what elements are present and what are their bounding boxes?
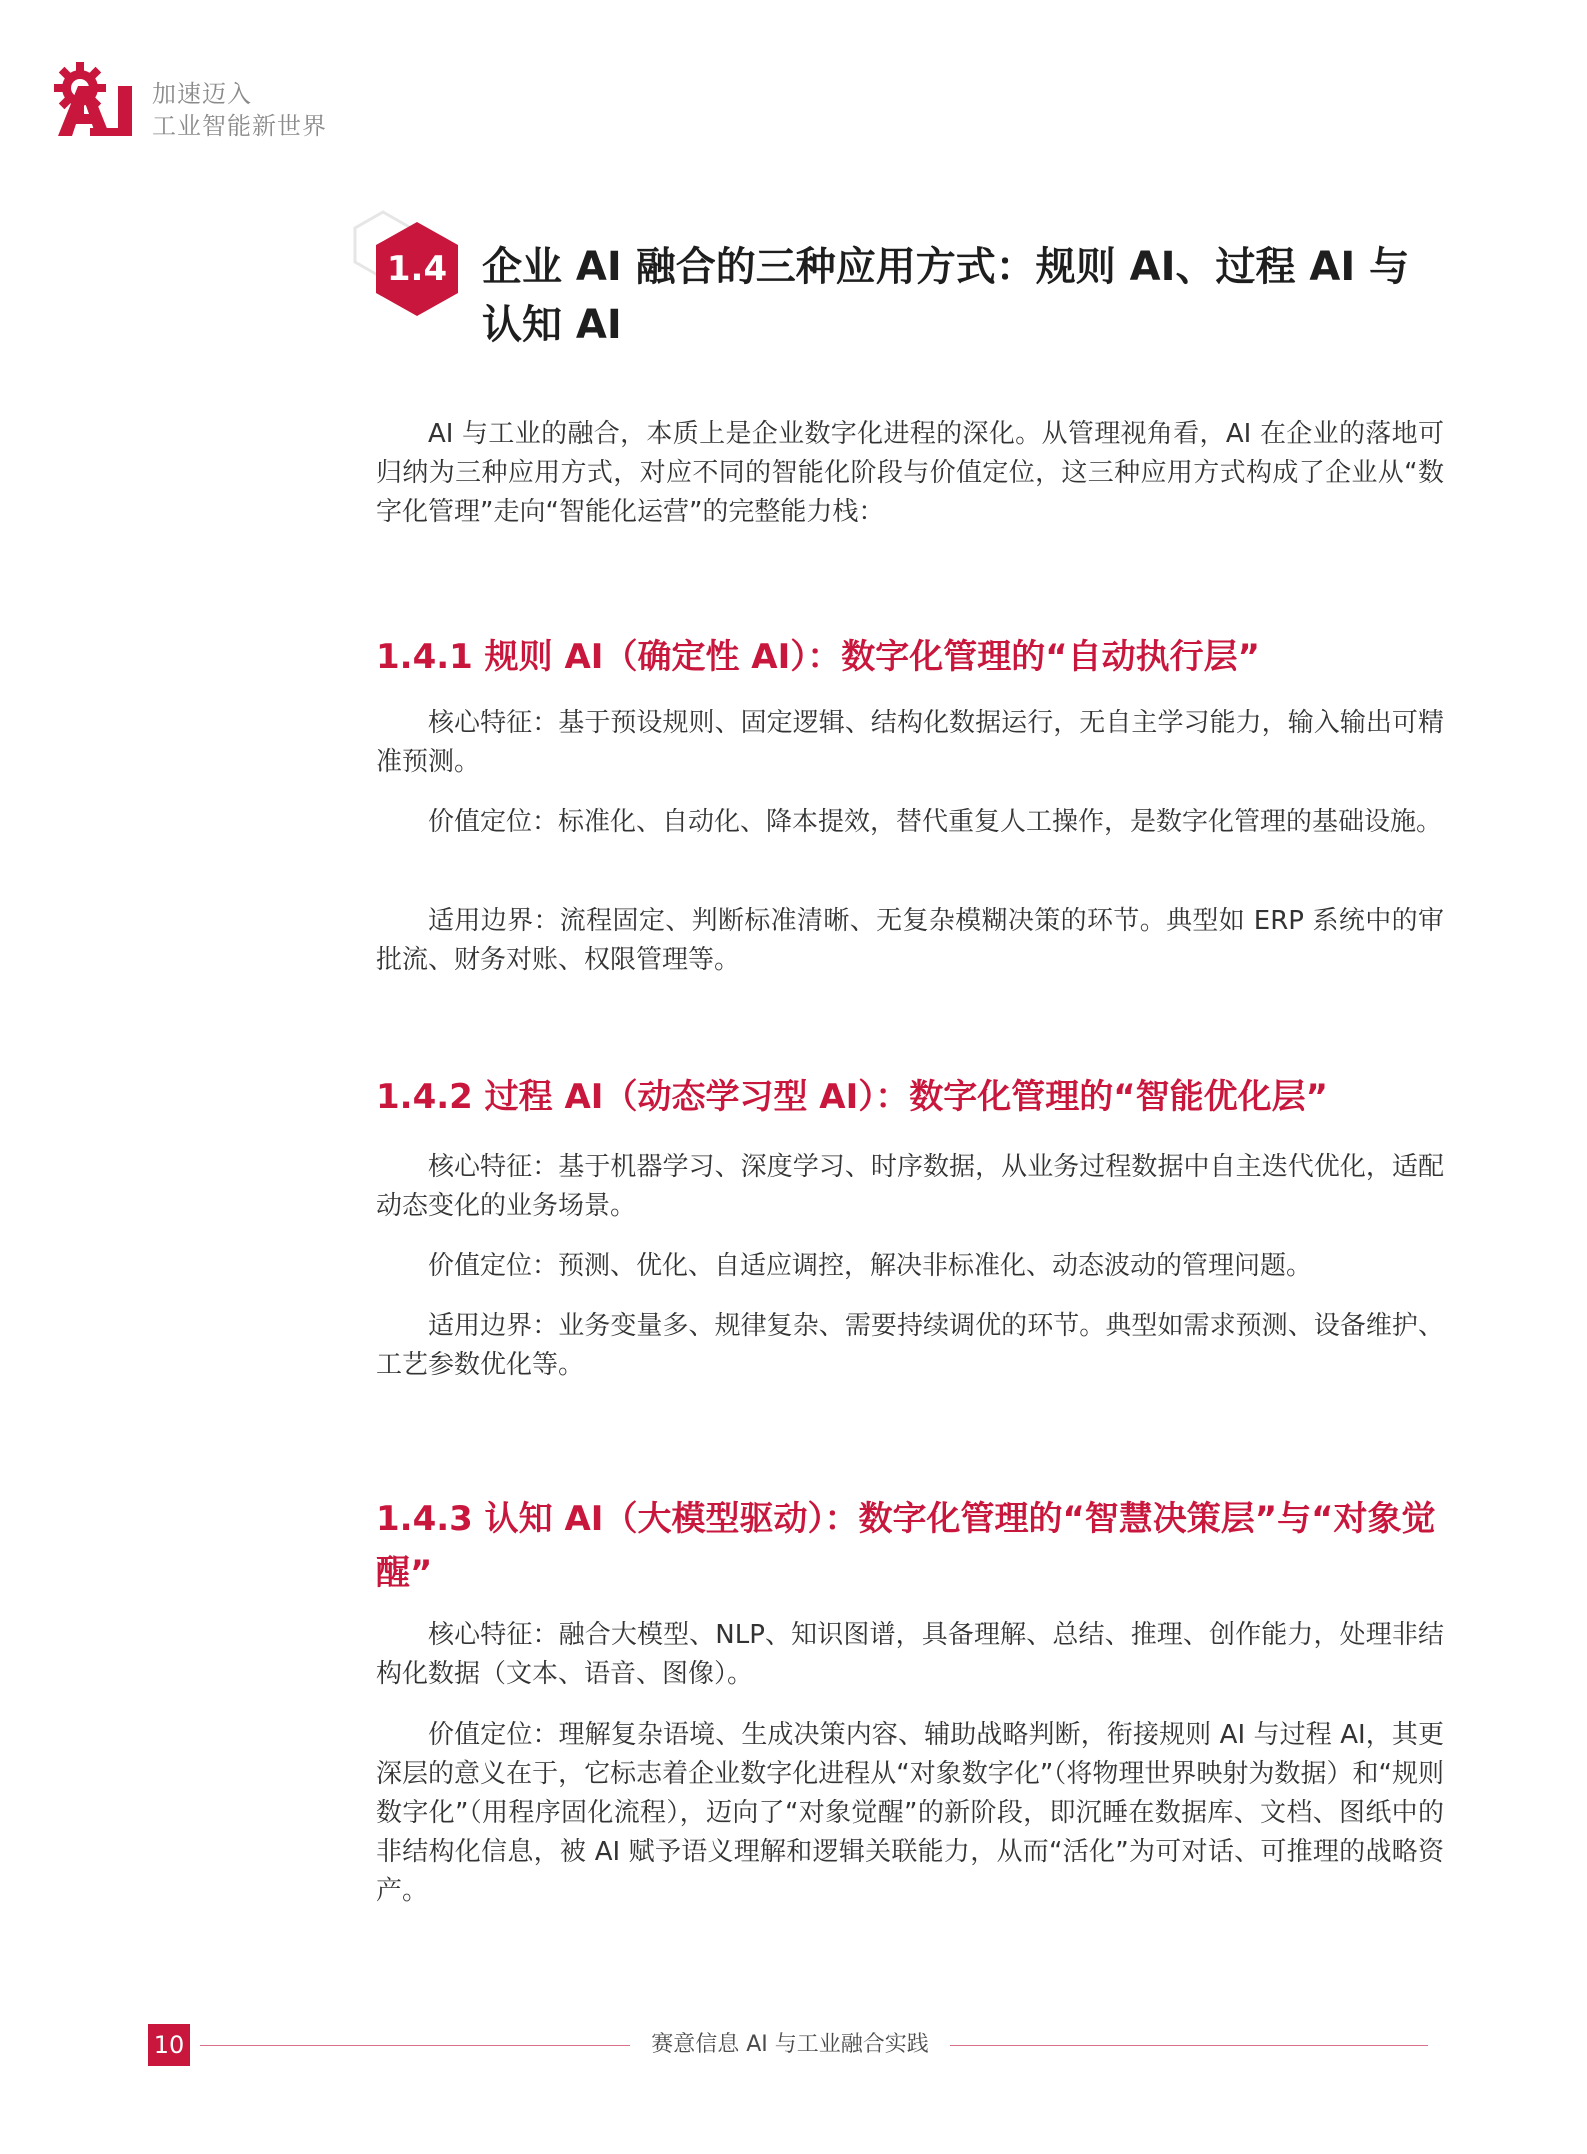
brand-logo [50,58,150,138]
subsection-heading-1-4-2: 1.4.2 过程 AI（动态学习型 AI）：数字化管理的“智能优化层” [376,1077,1328,1117]
page-number: 10 [148,2024,190,2066]
paragraph-1-4-2-scope: 适用边界：业务变量多、规律复杂、需要持续调优的环节。典型如需求预测、设备维护、工艺参数优化等。 [376,1311,1444,1380]
paragraph-1-4-3-value: 价值定位：理解复杂语境、生成决策内容、辅助战略判断，衔接规则 AI 与过程 AI，其更深层的意义在于，它标志着企业数字化进程从“对象数字化”（将物理世界映射为数据）和“规则数字化”（用程序固化流程），迈向了“对象觉醒”的新阶段，即沉睡在数据库、文档、图纸中的非结构化信息，被 AI 赋予语义理解和逻辑关联能力，从而“活化”为可对话、可推理的战略资产。 [376,1720,1444,1906]
footer-divider-left [200,2045,630,2046]
tagline-line-2: 工业智能新世界 [152,112,327,140]
footer-title: 赛意信息 AI 与工业融合实践 [651,2032,929,2057]
subsection-heading-1-4-1: 1.4.1 规则 AI（确定性 AI）：数字化管理的“自动执行层” [376,637,1260,677]
tagline-line-1: 加速迈入 [152,80,252,108]
intro-paragraph: AI 与工业的融合，本质上是企业数字化进程的深化。从管理视角看，AI 在企业的落地可归纳为三种应用方式，对应不同的智能化阶段与价值定位，这三种应用方式构成了企业从“数字化管理”走向“智能化运营”的完整能力栈： [376,419,1444,527]
brand-tagline [152,78,327,142]
section-title: 企业 AI 融合的三种应用方式：规则 AI、过程 AI 与认知 AI [482,244,1410,348]
paragraph-1-4-1-value: 价值定位：标准化、自动化、降本提效，替代重复人工操作，是数字化管理的基础设施。 [428,807,1443,837]
paragraph-1-4-1-core: 核心特征：基于预设规则、固定逻辑、结构化数据运行，无自主学习能力，输入输出可精准预测。 [376,708,1444,777]
paragraph-1-4-1-scope: 适用边界：流程固定、判断标准清晰、无复杂模糊决策的环节。典型如 ERP 系统中的审批流、财务对账、权限管理等。 [376,906,1444,975]
paragraph-1-4-2-core: 核心特征：基于机器学习、深度学习、时序数据，从业务过程数据中自主迭代优化，适配动态变化的业务场景。 [376,1152,1444,1221]
section-number: 1.4 [386,249,448,289]
paragraph-1-4-3-core: 核心特征：融合大模型、NLP、知识图谱，具备理解、总结、推理、创作能力，处理非结构化数据（文本、语音、图像）。 [376,1620,1444,1689]
footer-divider-right [950,2045,1428,2046]
paragraph-1-4-2-value: 价值定位：预测、优化、自适应调控，解决非标准化、动态波动的管理问题。 [428,1251,1313,1281]
subsection-heading-1-4-3: 1.4.3 认知 AI（大模型驱动）：数字化管理的“智慧决策层”与“对象觉醒” [376,1499,1436,1593]
